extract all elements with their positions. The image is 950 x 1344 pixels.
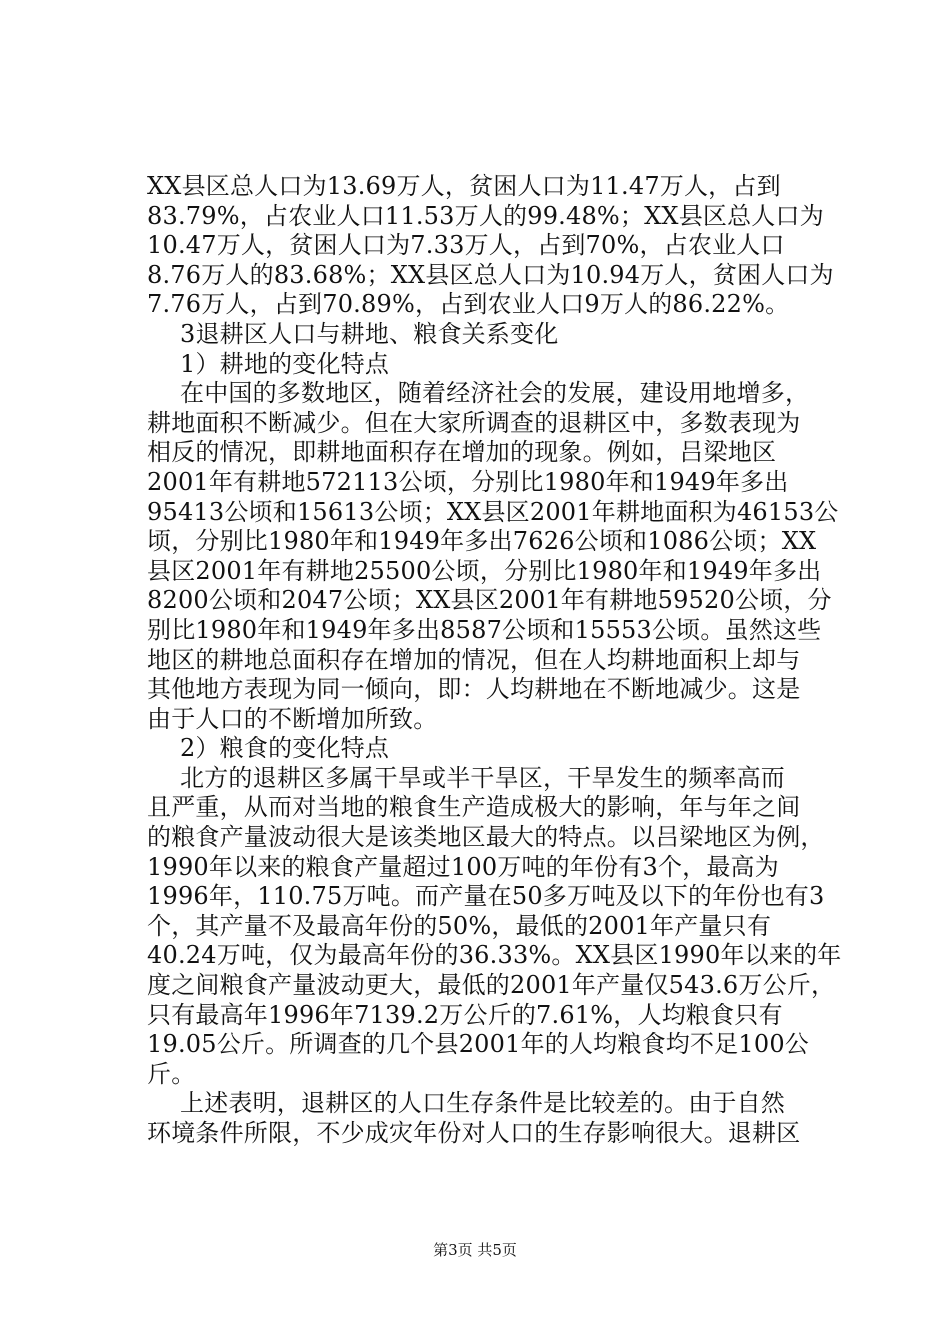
- text-line: 1996年，110.75万吨。而产量在50多万吨及以下的年份也有3: [147, 882, 825, 911]
- text-line: 10.47万人，贫困人口为7.33万人，占到70%，占农业人口: [147, 231, 785, 260]
- text-line: 相反的情况，即耕地面积存在增加的现象。例如，吕梁地区: [147, 438, 777, 467]
- text-line: 95413公顷和15613公顷；XX县区2001年耕地面积为46153公: [147, 497, 839, 526]
- text-line: 1）耕地的变化特点: [180, 349, 390, 378]
- text-line: 由于人口的不断增加所致。: [147, 704, 438, 733]
- text-line: 斤。: [147, 1059, 196, 1088]
- text-line: 2001年有耕地572113公顷，分别比1980年和1949年多出: [147, 467, 789, 496]
- text-line: 只有最高年1996年7139.2万公斤的7.61%，人均粮食只有: [147, 1000, 783, 1029]
- text-line: 地区的耕地总面积存在增加的情况，但在人均耕地面积上却与: [147, 645, 801, 674]
- text-line: 北方的退耕区多属干旱或半干旱区，干旱发生的频率高而: [180, 763, 785, 792]
- text-line: XX县区总人口为13.69万人，贫困人口为11.47万人，占到: [147, 172, 781, 200]
- text-line: 别比1980年和1949年多出8587公顷和15553公顷。虽然这些: [147, 615, 822, 644]
- text-line: 上述表明，退耕区的人口生存条件是比较差的。由于自然: [180, 1089, 785, 1118]
- text-line: 环境条件所限，不少成灾年份对人口的生存影响很大。退耕区: [147, 1119, 801, 1147]
- text-line: 1990年以来的粮食产量超过100万吨的年份有3个，最高为: [147, 852, 779, 881]
- text-line: 的粮食产量波动很大是该类地区最大的特点。以吕梁地区为例，: [147, 823, 825, 852]
- text-line: 在中国的多数地区，随着经济社会的发展，建设用地增多，: [180, 379, 810, 408]
- text-line: 其他地方表现为同一倾向，即：人均耕地在不断地减少。这是: [147, 675, 801, 704]
- text-line: 3退耕区人口与耕地、粮食关系变化: [180, 319, 559, 348]
- text-line: 40.24万吨，仅为最高年份的36.33%。XX县区1990年以来的年: [147, 941, 842, 970]
- text-line: 县区2001年有耕地25500公顷，分别比1980年和1949年多出: [147, 556, 822, 585]
- text-line: 83.79%，占农业人口11.53万人的99.48%；XX县区总人口为: [147, 201, 824, 230]
- text-line: 且严重，从而对当地的粮食生产造成极大的影响，年与年之间: [147, 793, 801, 822]
- text-line: 19.05公斤。所调查的几个县2001年的人均粮食均不足100公: [147, 1030, 809, 1059]
- text-line: 度之间粮食产量波动更大，最低的2001年产量仅543.6万公斤，: [147, 971, 836, 1000]
- text-line: 个，其产量不及最高年份的50%，最低的2001年产量只有: [147, 911, 772, 940]
- text-line: 耕地面积不断减少。但在大家所调查的退耕区中，多数表现为: [147, 408, 801, 437]
- text-line: 8.76万人的83.68%；XX县区总人口为10.94万人，贫困人口为: [147, 260, 834, 289]
- document-body: [147, 172, 842, 1149]
- text-line: 8200公顷和2047公顷；XX县区2001年有耕地59520公顷，分: [147, 586, 832, 615]
- page-footer: 第3页 共5页: [433, 1241, 517, 1259]
- text-line: 7.76万人，占到70.89%，占到农业人口9万人的86.22%。: [147, 290, 790, 319]
- text-line: 顷，分别比1980年和1949年多出7626公顷和1086公顷；XX: [147, 527, 817, 556]
- text-line: 2）粮食的变化特点: [180, 734, 390, 763]
